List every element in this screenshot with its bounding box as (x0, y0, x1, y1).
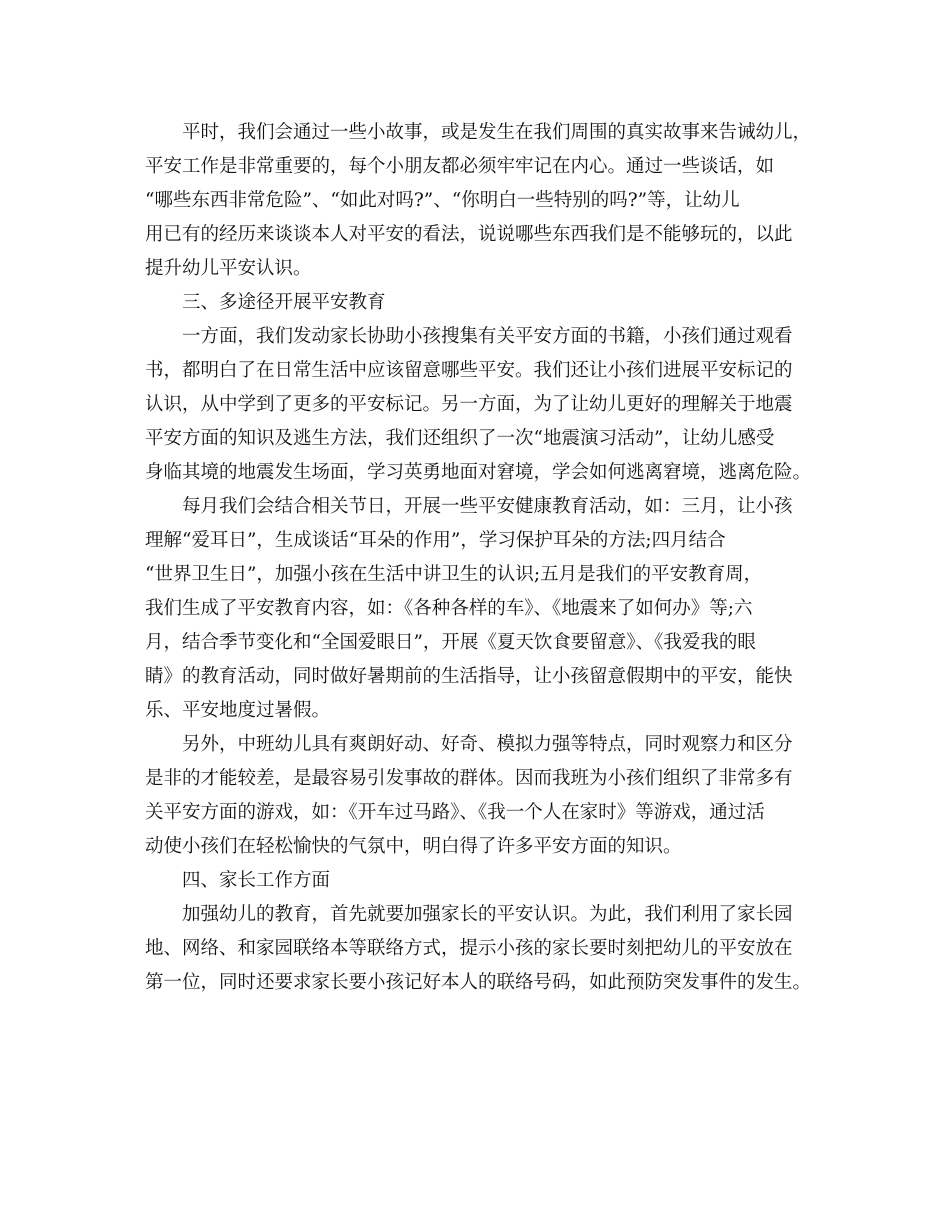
paragraph-line: 地、网络、和家园联络本等联络方式，提示小孩的家长要时刻把幼儿的平安放在 (145, 938, 793, 959)
paragraph-line: 是非的才能较差，是最容易引发事故的群体。因而我班为小孩们组织了非常多有 (145, 768, 793, 789)
paragraph-line: “世界卫生日”，加强小孩在生活中讲卫生的认识;五月是我们的平安教育周， (145, 564, 763, 585)
paragraph-line: 另外，中班幼儿具有爽朗好动、好奇、模拟力强等特点，同时观察力和区分 (182, 734, 793, 755)
paragraph-line: 乐、平安地度过暑假。 (145, 700, 331, 721)
paragraph-line: 一方面，我们发动家长协助小孩搜集有关平安方面的书籍，小孩们通过观看 (182, 326, 793, 347)
paragraph-line: 动使小孩们在轻松愉快的气氛中，明白得了许多平安方面的知识。 (145, 836, 682, 857)
paragraph-line: “哪些东西非常危险”、“如此对吗?”、“你明白一些特别的吗?”等，让幼儿 (145, 190, 740, 211)
section-heading: 三、多途径开展平安教育 (182, 292, 386, 313)
paragraph-line: 理解“爱耳日”，生成谈话“耳朵的作用”，学习保护耳朵的方法;四月结合 (145, 530, 726, 551)
document-body (145, 116, 815, 1000)
paragraph-line: 身临其境的地震发生场面，学习英勇地面对窘境，学会如何逃离窘境，逃离危险。 (145, 462, 812, 483)
paragraph-line: 认识，从中学到了更多的平安标记。另一方面，为了让幼儿更好的理解关于地震 (145, 394, 793, 415)
paragraph-line: 提升幼儿平安认识。 (145, 258, 312, 279)
paragraph-line: 平安工作是非常重要的，每个小朋友都必须牢牢记在内心。通过一些谈话，如 (145, 156, 775, 177)
paragraph-line: 每月我们会结合相关节日，开展一些平安健康教育活动，如：三月，让小孩 (182, 496, 793, 517)
paragraph-line: 第一位，同时还要求家长要小孩记好本人的联络号码，如此预防突发事件的发生。 (145, 972, 812, 993)
paragraph-line: 睛》的教育活动，同时做好暑期前的生活指导，让小孩留意假期中的平安，能快 (145, 666, 793, 687)
paragraph-line: 关平安方面的游戏，如：《开车过马路》、《我一个人在家时》等游戏，通过活 (145, 802, 765, 823)
paragraph-line: 我们生成了平安教育内容，如：《各种各样的车》、《地震来了如何办》等;六 (145, 598, 753, 619)
paragraph-line: 书，都明白了在日常生活中应该留意哪些平安。我们还让小孩们进展平安标记的 (145, 360, 793, 381)
paragraph-line: 用已有的经历来谈谈本人对平安的看法，说说哪些东西我们是不能够玩的，以此 (145, 224, 793, 245)
paragraph-line: 平安方面的知识及逃生方法，我们还组织了一次“地震演习活动”，让幼儿感受 (145, 428, 775, 449)
paragraph-line: 平时，我们会通过一些小故事，或是发生在我们周围的真实故事来告诫幼儿， (182, 122, 812, 143)
paragraph-line: 月，结合季节变化和“全国爱眼日”，开展《夏天饮食要留意》、《我爱我的眼 (145, 632, 756, 653)
section-heading: 四、家长工作方面 (182, 870, 331, 891)
paragraph-line: 加强幼儿的教育，首先就要加强家长的平安认识。为此，我们利用了家长园 (182, 904, 793, 925)
